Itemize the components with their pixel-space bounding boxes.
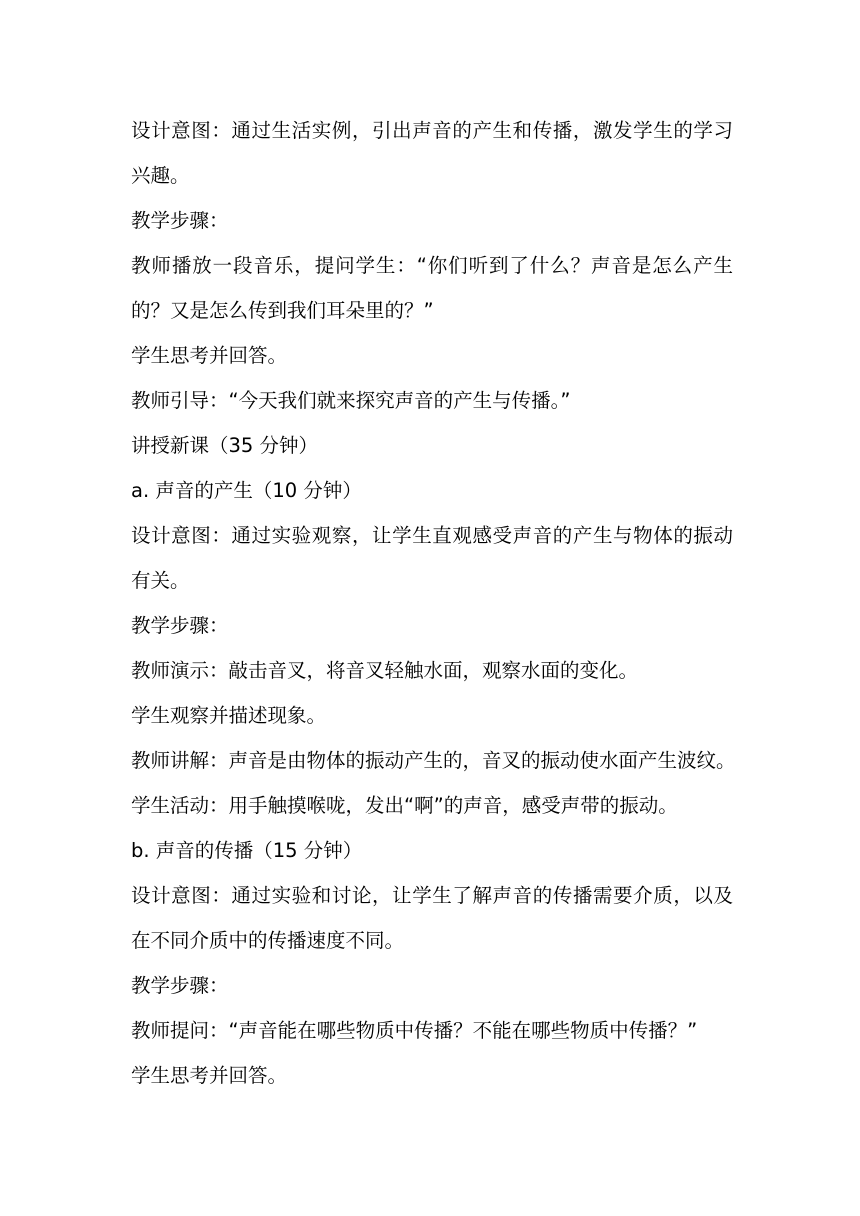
paragraph-line: 教师讲解：声音是由物体的振动产生的，音叉的振动使水面产生波纹。 — [131, 749, 736, 772]
paragraph-line: 教学步骤： — [131, 974, 229, 997]
paragraph-line: 教师播放一段音乐，提问学生：“你们听到了什么？声音是怎么产生 — [131, 254, 733, 277]
paragraph-line: 有关。 — [131, 569, 190, 592]
paragraph-line: 设计意图：通过生活实例，引出声音的产生和传播，激发学生的学习 — [131, 119, 733, 142]
paragraph-line: 兴趣。 — [131, 164, 190, 187]
paragraph-line: 学生思考并回答。 — [131, 344, 288, 367]
section-heading: 讲授新课（35 分钟） — [131, 434, 319, 457]
paragraph-line: 学生思考并回答。 — [131, 1064, 288, 1087]
paragraph-line: 教学步骤： — [131, 209, 229, 232]
paragraph-line: 教学步骤： — [131, 614, 229, 637]
paragraph-line: 的？又是怎么传到我们耳朵里的？” — [131, 299, 434, 322]
paragraph-line: 设计意图：通过实验和讨论，让学生了解声音的传播需要介质，以及 — [131, 884, 733, 907]
paragraph-line: 教师提问：“声音能在哪些物质中传播？不能在哪些物质中传播？” — [131, 1019, 698, 1042]
paragraph-line: 设计意图：通过实验观察，让学生直观感受声音的产生与物体的振动 — [131, 524, 733, 547]
document-body — [131, 108, 736, 1098]
paragraph-line: 学生观察并描述现象。 — [131, 704, 327, 727]
paragraph-line: 学生活动：用手触摸喉咙，发出“啊”的声音，感受声带的振动。 — [131, 794, 678, 817]
subsection-heading: b. 声音的传播（15 分钟） — [131, 839, 363, 862]
paragraph-line: 教师演示：敲击音叉，将音叉轻触水面，观察水面的变化。 — [131, 659, 639, 682]
paragraph-line: 在不同介质中的传播速度不同。 — [131, 929, 405, 952]
paragraph-line: 教师引导：“今天我们就来探究声音的产生与传播。” — [131, 389, 571, 412]
subsection-heading: a. 声音的产生（10 分钟） — [131, 479, 362, 502]
